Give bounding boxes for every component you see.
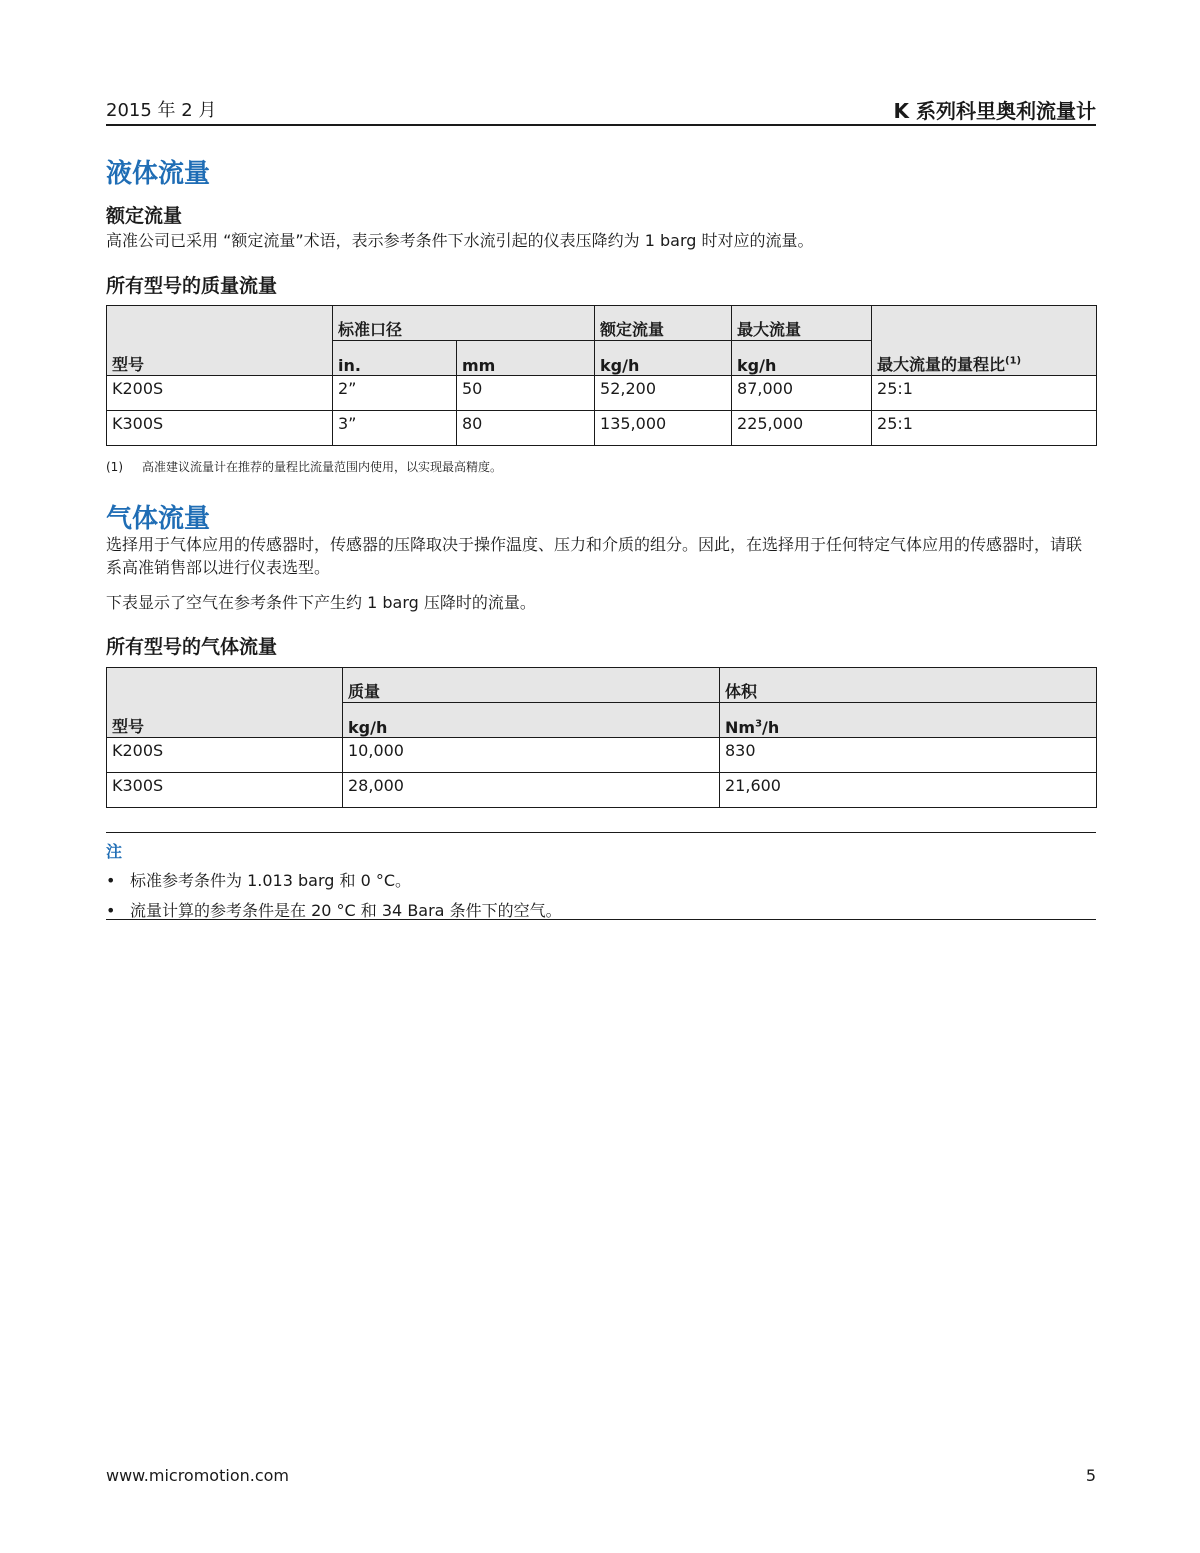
note-heading: 注 bbox=[106, 842, 123, 861]
header-title: K 系列科里奥利流量计 bbox=[893, 99, 1096, 123]
cell-mass: 28,000 bbox=[343, 773, 720, 808]
cell-mass: 10,000 bbox=[343, 738, 720, 773]
col-size-header: 标准口径 bbox=[333, 306, 595, 341]
volume-unit-exponent: 3 bbox=[755, 718, 763, 730]
col-max-header: 最大流量 bbox=[732, 306, 872, 341]
col-ratio-label: 最大流量的量程比 bbox=[877, 355, 1006, 374]
table-footnote bbox=[106, 458, 502, 475]
gas-text-1: 选择用于气体应用的传感器时，传感器的压降取决于操作温度、压力和介质的组分。因此，在选择用于任何特定气体应用的传感器时，请联系高准销售部以进行仪表选型。 bbox=[106, 535, 1083, 577]
col-max-unit: kg/h bbox=[732, 341, 872, 376]
col-model-header: 型号 bbox=[107, 668, 343, 738]
table-row bbox=[107, 773, 1097, 808]
cell-model: K300S bbox=[107, 411, 333, 446]
liquid-heading: 液体流量 bbox=[106, 159, 211, 189]
note-box bbox=[106, 832, 1096, 920]
col-mass-header: 质量 bbox=[343, 668, 720, 703]
col-rated-unit: kg/h bbox=[595, 341, 732, 376]
cell-size-in: 3” bbox=[333, 411, 457, 446]
cell-size-in: 2” bbox=[333, 376, 457, 411]
cell-ratio: 25:1 bbox=[872, 411, 1097, 446]
note-item-text: 标准参考条件为 1.013 barg 和 0 °C。 bbox=[130, 871, 412, 890]
gas-flow-table bbox=[106, 667, 1097, 808]
col-size-mm-header: mm bbox=[457, 341, 595, 376]
volume-unit-per: /h bbox=[762, 718, 780, 737]
col-rated-header: 额定流量 bbox=[595, 306, 732, 341]
rated-flow-heading: 额定流量 bbox=[106, 205, 183, 227]
bullet-icon: • bbox=[106, 871, 116, 890]
cell-max: 225,000 bbox=[732, 411, 872, 446]
cell-model: K300S bbox=[107, 773, 343, 808]
note-item-text: 流量计算的参考条件是在 20 °C 和 34 Bara 条件下的空气。 bbox=[130, 901, 562, 920]
page-header bbox=[106, 94, 1096, 126]
footnote-text: 高准建议流量计在推荐的量程比流量范围内使用，以实现最高精度。 bbox=[142, 460, 503, 474]
gas-flow-table-heading: 所有型号的气体流量 bbox=[106, 636, 278, 658]
mass-flow-table-heading: 所有型号的质量流量 bbox=[106, 275, 278, 297]
note-item bbox=[106, 898, 562, 921]
cell-rated: 135,000 bbox=[595, 411, 732, 446]
cell-volume: 21,600 bbox=[720, 773, 1097, 808]
col-size-in-header: in. bbox=[333, 341, 457, 376]
cell-size-mm: 80 bbox=[457, 411, 595, 446]
bullet-icon: • bbox=[106, 901, 116, 920]
table-row bbox=[107, 411, 1097, 446]
mass-flow-table bbox=[106, 305, 1097, 446]
cell-model: K200S bbox=[107, 738, 343, 773]
cell-max: 87,000 bbox=[732, 376, 872, 411]
footer-url[interactable]: www.micromotion.com bbox=[106, 1466, 289, 1485]
col-volume-unit bbox=[720, 703, 1097, 738]
table-row bbox=[107, 738, 1097, 773]
col-volume-header: 体积 bbox=[720, 668, 1097, 703]
rated-flow-text: 高准公司已采用 “额定流量”术语，表示参考条件下水流引起的仪表压降约为 1 barg 时对应的流量。 bbox=[106, 231, 814, 250]
page-number: 5 bbox=[1085, 1466, 1096, 1485]
cell-volume: 830 bbox=[720, 738, 1097, 773]
document-page bbox=[106, 0, 1096, 1553]
footnote-number: (1) bbox=[106, 460, 123, 474]
note-item bbox=[106, 868, 411, 891]
col-ratio-footnote-ref: (1) bbox=[1005, 355, 1022, 367]
col-mass-unit: kg/h bbox=[343, 703, 720, 738]
gas-heading: 气体流量 bbox=[106, 504, 211, 534]
cell-model: K200S bbox=[107, 376, 333, 411]
col-model-header: 型号 bbox=[107, 306, 333, 376]
gas-text-2: 下表显示了空气在参考条件下产生约 1 barg 压降时的流量。 bbox=[106, 593, 536, 612]
table-row bbox=[107, 376, 1097, 411]
cell-size-mm: 50 bbox=[457, 376, 595, 411]
col-ratio-header bbox=[872, 306, 1097, 376]
cell-rated: 52,200 bbox=[595, 376, 732, 411]
volume-unit-base: Nm bbox=[725, 718, 756, 737]
header-date: 2015 年 2 月 bbox=[106, 100, 217, 121]
cell-ratio: 25:1 bbox=[872, 376, 1097, 411]
